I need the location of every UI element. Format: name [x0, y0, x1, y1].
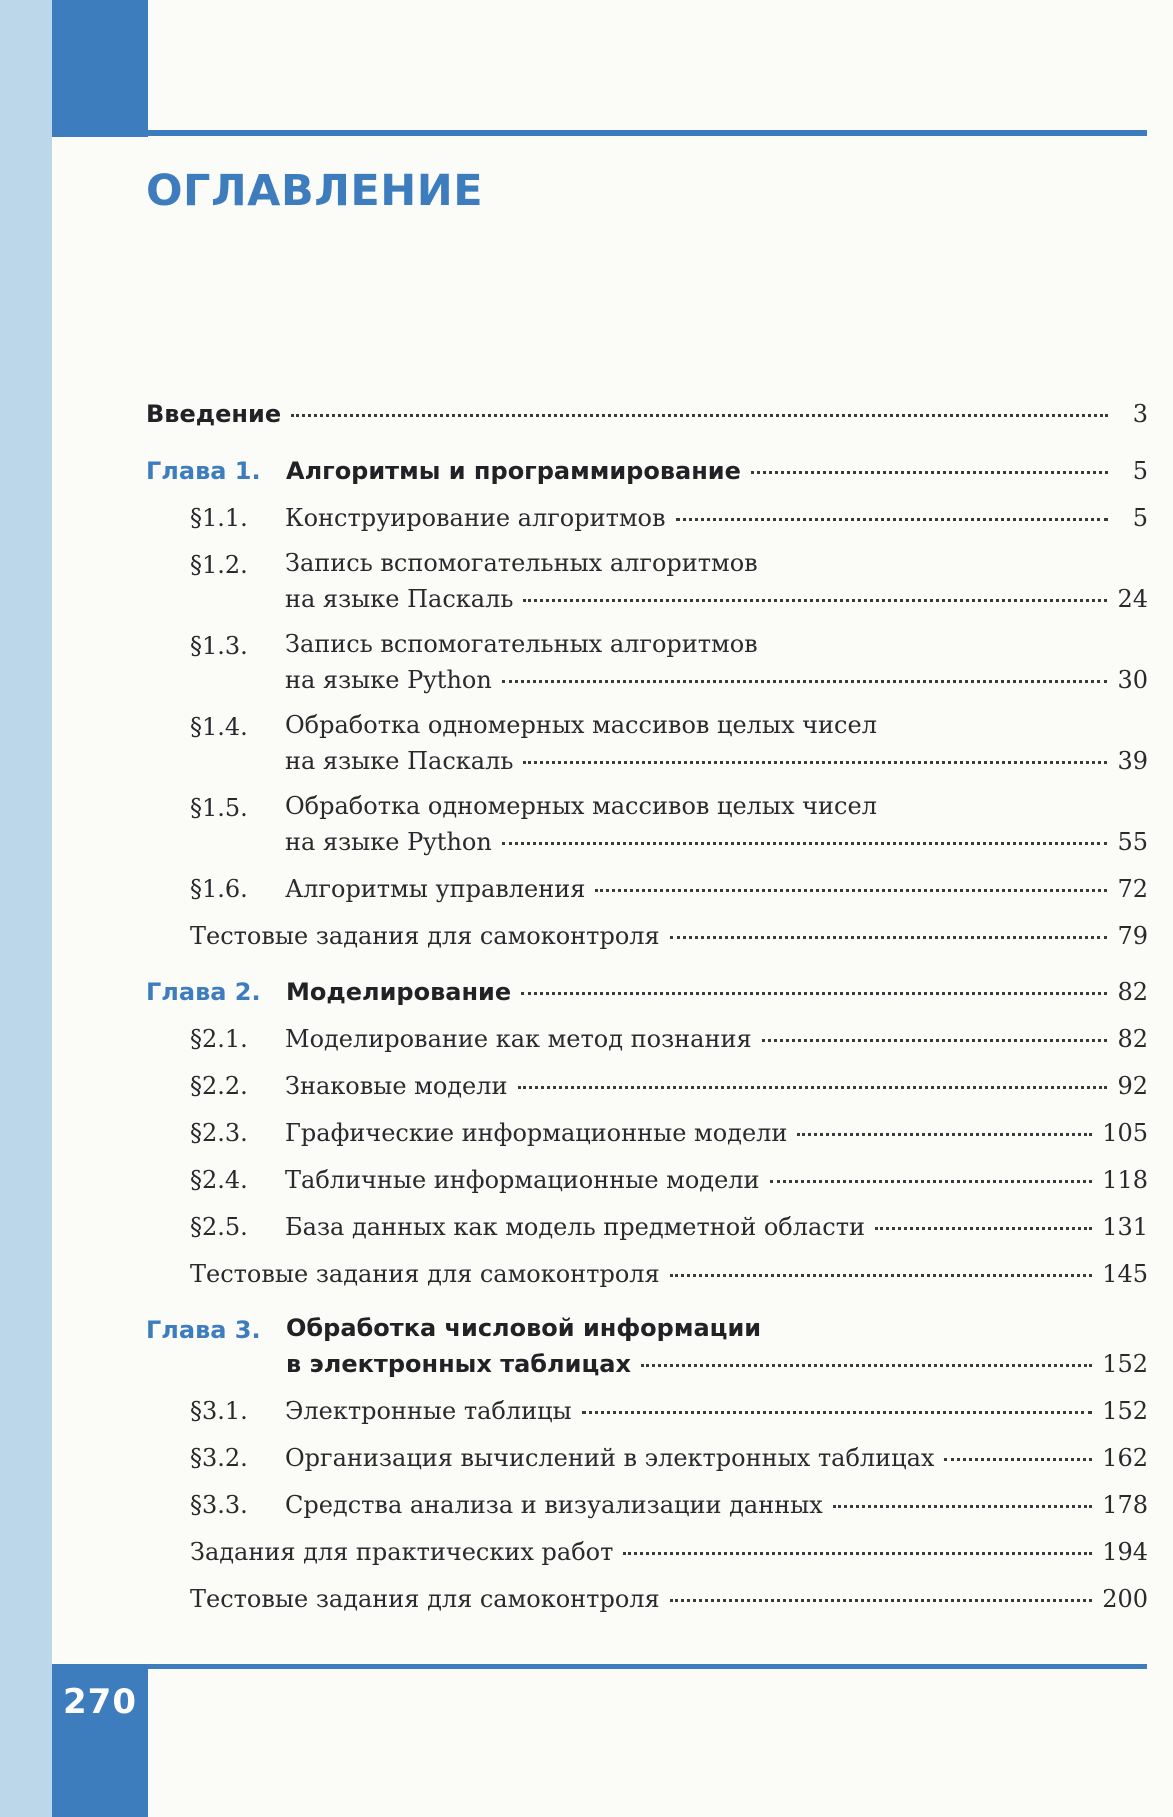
- section-number: §2.3.: [190, 1119, 248, 1147]
- toc-chapter-3[interactable]: [146, 1314, 1148, 1390]
- section-title: Задания для практических работ: [190, 1538, 614, 1566]
- section-number: §1.1.: [190, 504, 248, 532]
- dot-leader: [797, 1133, 1092, 1136]
- toc-page-number: 200: [1102, 1585, 1148, 1613]
- toc-test-ch3[interactable]: [146, 1585, 1148, 1625]
- dot-leader: [595, 889, 1107, 892]
- toc-page-number: 72: [1117, 875, 1148, 903]
- toc-section-1-4[interactable]: [146, 711, 1148, 787]
- toc-section-1-2[interactable]: [146, 549, 1148, 625]
- section-title: Электронные таблицы: [285, 1397, 572, 1425]
- toc-chapter-2[interactable]: [146, 978, 1148, 1018]
- toc-section-1-5[interactable]: [146, 792, 1148, 868]
- toc-page-number: 152: [1102, 1397, 1148, 1425]
- toc-chapter-1[interactable]: [146, 457, 1148, 497]
- toc-page-number: 79: [1117, 922, 1148, 950]
- section-title: Средства анализа и визуализации данных: [285, 1491, 823, 1519]
- section-number: §1.5.: [190, 794, 248, 822]
- toc-page-number: 55: [1117, 828, 1148, 856]
- toc-section-3-2[interactable]: [146, 1444, 1148, 1484]
- chapter-title-line2: в электронных таблицах: [286, 1350, 631, 1378]
- toc-page-number: 3: [1132, 400, 1148, 428]
- chapter-label: Глава 1.: [146, 457, 261, 485]
- section-number: §1.4.: [190, 713, 248, 741]
- dot-leader: [670, 1599, 1093, 1602]
- chapter-label: Глава 2.: [146, 978, 261, 1006]
- dot-leader: [523, 761, 1107, 764]
- page-number: 270: [63, 1682, 137, 1722]
- toc-page-number: 118: [1102, 1166, 1148, 1194]
- dot-leader: [291, 414, 1108, 417]
- chapter-title: Моделирование: [286, 978, 512, 1006]
- toc-page-number: 5: [1132, 504, 1148, 532]
- section-number: §3.2.: [190, 1444, 248, 1472]
- section-title: Конструирование алгоритмов: [285, 504, 666, 532]
- toc-page-number: 5: [1132, 457, 1148, 485]
- toc-page-number: 131: [1102, 1213, 1148, 1241]
- dot-leader: [502, 842, 1108, 845]
- toc-section-1-3[interactable]: [146, 630, 1148, 706]
- toc-test-ch1[interactable]: [146, 922, 1148, 962]
- section-title: Моделирование как метод познания: [285, 1025, 752, 1053]
- section-number: §3.1.: [190, 1397, 248, 1425]
- toc-section-2-2[interactable]: [146, 1072, 1148, 1112]
- toc-page-number: 152: [1102, 1350, 1148, 1378]
- toc-entry-intro[interactable]: [146, 400, 1148, 440]
- dot-leader: [641, 1364, 1092, 1367]
- section-title-line2: на языке Паскаль: [285, 747, 514, 775]
- toc-section-1-1[interactable]: [146, 504, 1148, 544]
- section-title: Табличные информационные модели: [285, 1166, 760, 1194]
- dot-leader: [751, 471, 1108, 474]
- top-accent-strip: [52, 0, 148, 137]
- dot-leader: [875, 1227, 1092, 1230]
- left-margin-band: [0, 0, 52, 1817]
- section-title: Графические информационные модели: [285, 1119, 788, 1147]
- dot-leader: [623, 1552, 1092, 1555]
- toc-page-number: 145: [1102, 1260, 1148, 1288]
- chapter-label: Глава 3.: [146, 1316, 261, 1344]
- dot-leader: [670, 936, 1108, 939]
- top-rule: [52, 130, 1147, 136]
- section-title: Алгоритмы управления: [285, 875, 586, 903]
- section-title-line2: на языке Python: [285, 666, 492, 694]
- toc-section-3-1[interactable]: [146, 1397, 1148, 1437]
- toc-page-number: 39: [1117, 747, 1148, 775]
- section-number: §3.3.: [190, 1491, 248, 1519]
- section-title-line1: Запись вспомогательных алгоритмов: [285, 630, 758, 658]
- section-title: Знаковые модели: [285, 1072, 508, 1100]
- toc-section-2-1[interactable]: [146, 1025, 1148, 1065]
- section-title-line1: Обработка одномерных массивов целых чисел: [285, 792, 877, 820]
- page-title: ОГЛАВЛЕНИЕ: [146, 166, 484, 216]
- section-number: §1.2.: [190, 551, 248, 579]
- section-number: §1.6.: [190, 875, 248, 903]
- section-number: §2.1.: [190, 1025, 248, 1053]
- section-number: §2.4.: [190, 1166, 248, 1194]
- dot-leader: [670, 1274, 1093, 1277]
- toc-section-2-5[interactable]: [146, 1213, 1148, 1253]
- dot-leader: [676, 518, 1108, 521]
- section-title: Тестовые задания для самоконтроля: [190, 1585, 660, 1613]
- chapter-title-line1: Обработка числовой информации: [286, 1314, 762, 1342]
- dot-leader: [833, 1505, 1092, 1508]
- section-number: §2.2.: [190, 1072, 248, 1100]
- toc-section-1-6[interactable]: [146, 875, 1148, 915]
- toc-page-number: 105: [1102, 1119, 1148, 1147]
- toc-page-number: 92: [1117, 1072, 1148, 1100]
- toc-practice-ch3[interactable]: [146, 1538, 1148, 1578]
- toc-page-number: 24: [1117, 585, 1148, 613]
- chapter-title: Алгоритмы и программирование: [286, 457, 741, 485]
- section-title-line2: на языке Python: [285, 828, 492, 856]
- toc-page-number: 194: [1102, 1538, 1148, 1566]
- dot-leader: [523, 599, 1107, 602]
- toc-section-2-3[interactable]: [146, 1119, 1148, 1159]
- dot-leader: [770, 1180, 1093, 1183]
- toc-page-number: 162: [1102, 1444, 1148, 1472]
- toc-entry-title: Введение: [146, 400, 282, 428]
- section-title: Организация вычислений в электронных таблицах: [285, 1444, 935, 1472]
- dot-leader: [582, 1411, 1093, 1414]
- toc-page-number: 30: [1117, 666, 1148, 694]
- section-number: §2.5.: [190, 1213, 248, 1241]
- section-title: Тестовые задания для самоконтроля: [190, 1260, 660, 1288]
- dot-leader: [518, 1086, 1108, 1089]
- section-title-line1: Запись вспомогательных алгоритмов: [285, 549, 758, 577]
- toc-test-ch2[interactable]: [146, 1260, 1148, 1300]
- dot-leader: [502, 680, 1108, 683]
- dot-leader: [762, 1039, 1108, 1042]
- section-title-line1: Обработка одномерных массивов целых чисел: [285, 711, 877, 739]
- toc-page-number: 178: [1102, 1491, 1148, 1519]
- dot-leader: [944, 1458, 1092, 1461]
- section-number: §1.3.: [190, 632, 248, 660]
- dot-leader: [521, 992, 1107, 995]
- toc-page-number: 82: [1117, 1025, 1148, 1053]
- toc-section-2-4[interactable]: [146, 1166, 1148, 1206]
- bottom-rule: [52, 1664, 1147, 1669]
- toc-section-3-3[interactable]: [146, 1491, 1148, 1531]
- section-title: База данных как модель предметной области: [285, 1213, 866, 1241]
- toc-page-number: 82: [1117, 978, 1148, 1006]
- section-title: Тестовые задания для самоконтроля: [190, 922, 660, 950]
- section-title-line2: на языке Паскаль: [285, 585, 514, 613]
